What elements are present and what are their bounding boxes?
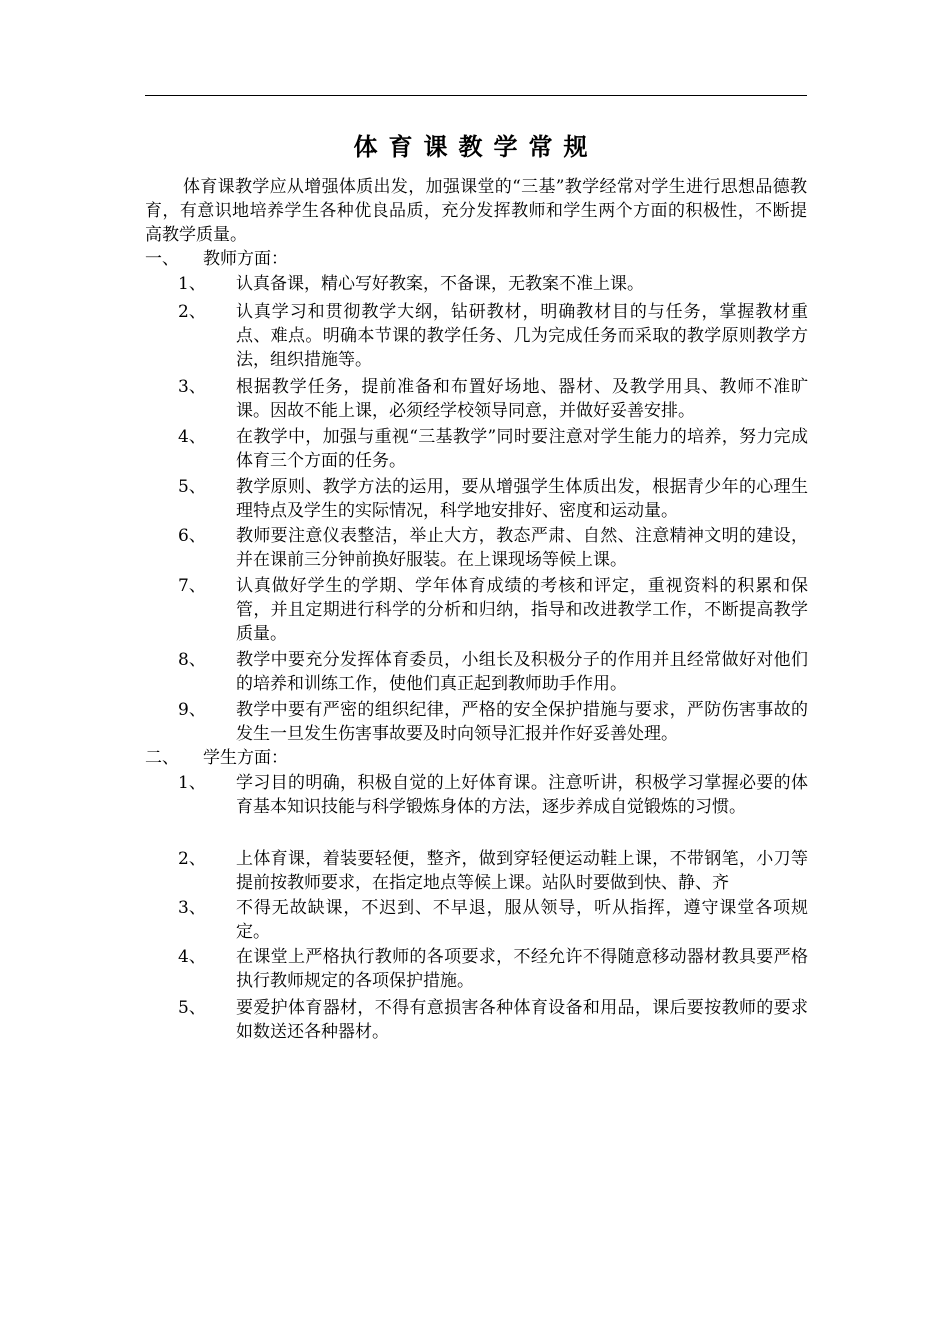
item-text: 认真学习和贯彻教学大纲，钻研教材，明确教材目的与任务，掌握教材重点、难点。明确本节课的教学任务、几为完成任务而采取的教学原则教学方法，组织措施等。 bbox=[236, 302, 808, 370]
item-number: 9、 bbox=[178, 700, 206, 720]
item-number: 5、 bbox=[178, 477, 206, 497]
item-text: 认真备课，精心写好教案，不备课，无教案不准上课。 bbox=[236, 274, 644, 294]
item-number: 3、 bbox=[178, 377, 206, 397]
item-number: 6、 bbox=[178, 526, 206, 546]
list-item bbox=[178, 475, 808, 523]
intro-paragraph: 体育课教学应从增强体质出发，加强课堂的“三基”教学经常对学生进行思想品德教育，有意识地培养学生各种优良品质，充分发挥教师和学生两个方面的积极性，不断提高教学质量。 bbox=[145, 177, 807, 245]
item-number: 4、 bbox=[178, 947, 206, 967]
item-number: 5、 bbox=[178, 998, 206, 1018]
item-number: 2、 bbox=[178, 302, 206, 322]
item-text: 教学中要有严密的组织纪律，严格的安全保护措施与要求，严防伤害事故的发生一旦发生伤害事故要及时向领导汇报并作好妥善处理。 bbox=[236, 700, 808, 744]
section-number: 一、 bbox=[145, 249, 179, 269]
item-text: 学习目的明确，积极自觉的上好体育课。注意听讲，积极学习掌握必要的体育基本知识技能与科学锻炼身体的方法，逐步养成自觉锻炼的习惯。 bbox=[236, 773, 808, 817]
item-number: 1、 bbox=[178, 274, 206, 294]
item-text: 教师要注意仪表整洁，举止大方，教态严肃、自然、注意精神文明的建设，并在课前三分钟前换好服装。在上课现场等候上课。 bbox=[236, 526, 808, 570]
item-text: 不得无故缺课，不迟到、不早退，服从领导，听从指挥，遵守课堂各项规定。 bbox=[236, 898, 808, 942]
list-item bbox=[178, 847, 808, 895]
item-number: 3、 bbox=[178, 898, 206, 918]
list-item bbox=[178, 375, 808, 423]
item-text: 在课堂上严格执行教师的各项要求，不经允许不得随意移动器材教具要严格执行教师规定的各项保护措施。 bbox=[236, 947, 808, 991]
header-rule bbox=[145, 95, 807, 96]
list-item bbox=[178, 771, 808, 819]
item-number: 2、 bbox=[178, 849, 206, 869]
list-item bbox=[178, 524, 808, 572]
list-item bbox=[178, 425, 808, 473]
item-text: 在教学中，加强与重视“三基教学”同时要注意对学生能力的培养，努力完成体育三个方面的任务。 bbox=[236, 427, 808, 471]
section-title: 教师方面： bbox=[203, 249, 288, 269]
list-item bbox=[178, 896, 808, 944]
list-item bbox=[178, 574, 808, 646]
item-text: 认真做好学生的学期、学年体育成绩的考核和评定，重视资料的积累和保管，并且定期进行科学的分析和归纳，指导和改进教学工作，不断提高教学质量。 bbox=[236, 576, 808, 644]
section-number: 二、 bbox=[145, 748, 179, 768]
list-item bbox=[178, 698, 808, 746]
item-text: 教学原则、教学方法的运用，要从增强学生体质出发，根据青少年的心理生理特点及学生的实际情况，科学地安排好、密度和运动量。 bbox=[236, 477, 808, 521]
item-text: 要爱护体育器材，不得有意损害各种体育设备和用品，课后要按教师的要求如数送还各种器材。 bbox=[236, 998, 808, 1042]
item-number: 4、 bbox=[178, 427, 206, 447]
list-item bbox=[178, 300, 808, 372]
list-item bbox=[178, 945, 808, 993]
section-heading-student bbox=[145, 746, 288, 770]
list-item bbox=[178, 272, 808, 296]
item-text: 根据教学任务，提前准备和布置好场地、器材、及教学用具、教师不准旷课。因故不能上课，必须经学校领导同意，并做好妥善安排。 bbox=[236, 377, 808, 421]
document-title: 体育课教学常规 bbox=[353, 132, 599, 161]
item-text: 上体育课，着装要轻便，整齐，做到穿轻便运动鞋上课，不带钢笔，小刀等提前按教师要求，在指定地点等候上课。站队时要做到快、静、齐 bbox=[236, 849, 808, 893]
item-number: 7、 bbox=[178, 576, 206, 596]
item-text: 教学中要充分发挥体育委员，小组长及积极分子的作用并且经常做好对他们的培养和训练工作，使他们真正起到教师助手作用。 bbox=[236, 650, 808, 694]
list-item bbox=[178, 996, 808, 1044]
section-heading-teacher bbox=[145, 247, 288, 271]
section-title: 学生方面： bbox=[203, 748, 288, 768]
item-number: 1、 bbox=[178, 773, 206, 793]
item-number: 8、 bbox=[178, 650, 206, 670]
list-item bbox=[178, 648, 808, 696]
